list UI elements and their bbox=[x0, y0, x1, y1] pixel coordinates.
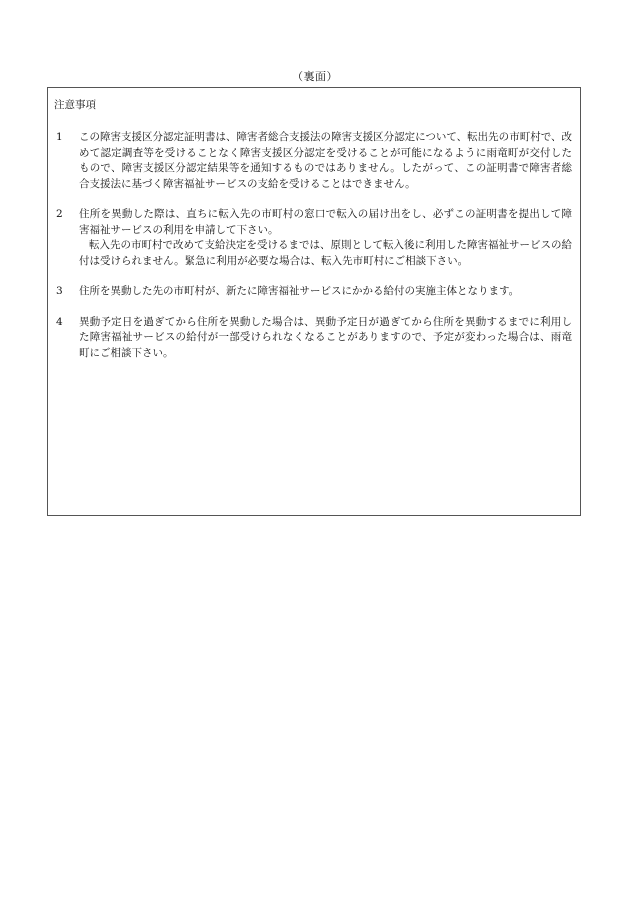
note-item-1 bbox=[54, 130, 572, 192]
note-body bbox=[74, 130, 572, 192]
note-paragraph: この障害支援区分認定証明書は、障害者総合支援法の障害支援区分認定について、転出先の市町村で、改めて認定調査等を受けることなく障害支援区分認定を受けることが可能になるように雨竜町が交付したもので、障害支援区分認定結果等を通知するものではありません。したがって、この証明書で障害者総合支援法に基づく障害福祉サービスの支給を受けることはできません。 bbox=[79, 131, 572, 190]
note-paragraph: 転入先の市町村で改めて支給決定を受けるまでは、原則として転入後に利用した障害福祉サービスの給付は受けられません。緊急に利用が必要な場合は、転入先市町村にご相談下さい。 bbox=[79, 239, 572, 267]
note-number: 2 bbox=[56, 208, 63, 220]
note-body bbox=[74, 315, 572, 362]
note-paragraph: 異動予定日を過ぎてから住所を異動した場合は、異動予定日が過ぎてから住所を異動するまでに利用した障害福祉サービスの給付が一部受けられなくなることがありますので、予定が変わった場合は、雨竜町にご相談下さい。 bbox=[79, 315, 572, 359]
note-paragraph: 住所を異動した際は、直ちに転入先の市町村の窓口で転入の届け出をし、必ずこの証明書を提出して障害福祉サービスの利用を申請して下さい。 bbox=[79, 208, 572, 236]
note-body bbox=[74, 284, 572, 300]
notice-box bbox=[47, 87, 581, 516]
notice-title: 注意事項 bbox=[54, 99, 96, 111]
note-paragraph: 住所を異動した先の市町村が、新たに障害福祉サービスにかかる給付の実施主体となります。 bbox=[79, 285, 520, 297]
note-number: 4 bbox=[56, 315, 63, 328]
note-item-3 bbox=[54, 284, 572, 300]
note-body bbox=[74, 207, 572, 269]
note-item-2 bbox=[54, 207, 572, 269]
page-heading: （裏面） bbox=[292, 70, 338, 83]
note-number: 1 bbox=[56, 131, 63, 143]
note-number: 3 bbox=[56, 285, 63, 297]
note-item-4 bbox=[54, 315, 572, 362]
